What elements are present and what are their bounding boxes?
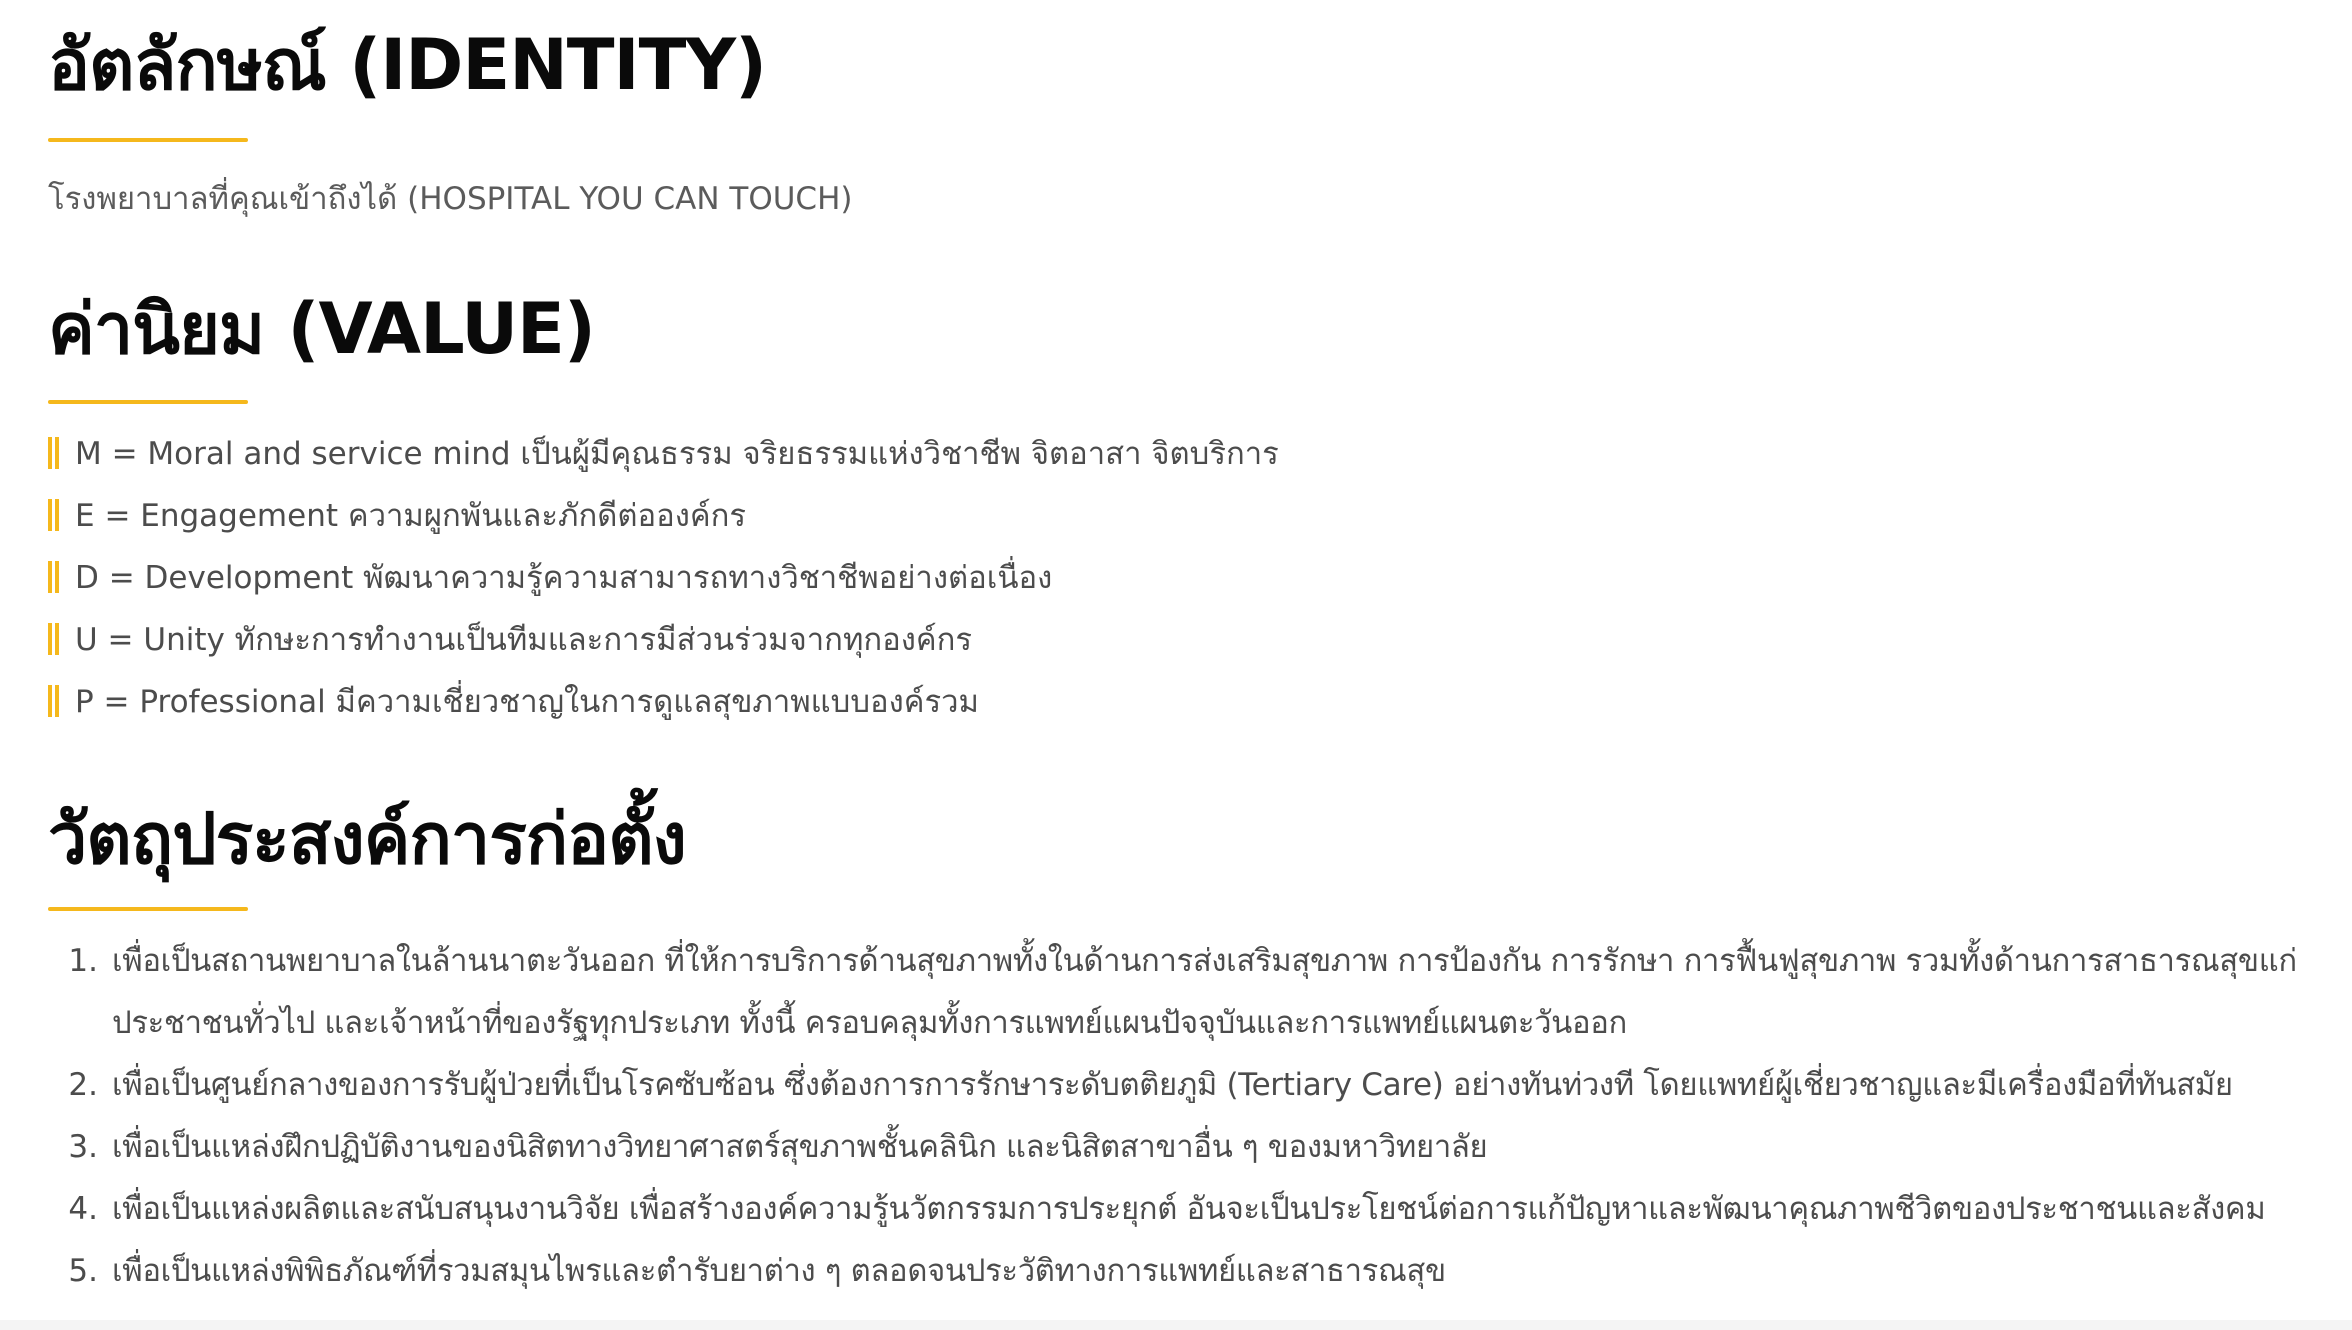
double-bar-icon xyxy=(48,685,59,717)
value-item-text: D = Development พัฒนาความรู้ความสามารถทางวิชาชีพอย่างต่อเนื่อง xyxy=(75,560,1053,596)
value-item-e xyxy=(48,484,1279,546)
objectives-underline xyxy=(48,907,248,911)
identity-underline xyxy=(48,138,248,142)
value-list xyxy=(48,422,1279,732)
double-bar-icon xyxy=(48,437,59,469)
objective-text: เพื่อเป็นสถานพยาบาลในล้านนาตะวันออก ที่ให้การบริการด้านสุขภาพทั้งในด้านการส่งเสริมสุขภาพ การป้องกัน การรักษา การฟื้นฟูสุขภาพ รวมทั้งด้านการสาธารณสุขแก่ประชาชนทั่วไป และเจ้าหน้าที่ของรัฐทุกประเภท ทั้งนี้ ครอบคลุมทั้งการแพทย์แผนปัจจุบันและการแพทย์แผนตะวันออก xyxy=(112,943,2297,1041)
objectives-title: วัตถุประสงค์การก่อตั้ง xyxy=(48,798,686,880)
double-bar-icon xyxy=(48,499,59,531)
value-underline xyxy=(48,400,248,404)
value-item-d xyxy=(48,546,1279,608)
objective-item-3 xyxy=(48,1116,2318,1178)
identity-title: อัตลักษณ์ (IDENTITY) xyxy=(48,24,766,106)
objective-number: 1. xyxy=(68,943,98,979)
value-item-text: E = Engagement ความผูกพันและภักดีต่อองค์กร xyxy=(75,498,747,534)
objective-item-4 xyxy=(48,1178,2318,1240)
objective-text: เพื่อเป็นศูนย์กลางของการรับผู้ป่วยที่เป็นโรคซับซ้อน ซึ่งต้องการการรักษาระดับตติยภูมิ (Tertiary Care) อย่างทันท่วงที โดยแพทย์ผู้เชี่ยวชาญและมีเครื่องมือที่ทันสมัย xyxy=(112,1067,2233,1103)
page-bottom-divider xyxy=(0,1320,2352,1330)
value-item-p xyxy=(48,670,1279,732)
objective-item-2 xyxy=(48,1054,2318,1116)
value-item-text: M = Moral and service mind เป็นผู้มีคุณธรรม จริยธรรมแห่งวิชาชีพ จิตอาสา จิตบริการ xyxy=(75,436,1279,472)
objective-text: เพื่อเป็นแหล่งพิพิธภัณฑ์ที่รวมสมุนไพรและตำรับยาต่าง ๆ ตลอดจนประวัติทางการแพทย์และสาธารณสุข xyxy=(112,1253,1446,1289)
objectives-list xyxy=(48,930,2318,1302)
objective-number: 3. xyxy=(68,1129,98,1165)
identity-text: โรงพยาบาลที่คุณเข้าถึงได้ (HOSPITAL YOU CAN TOUCH) xyxy=(48,181,853,217)
double-bar-icon xyxy=(48,623,59,655)
value-item-text: P = Professional มีความเชี่ยวชาญในการดูแลสุขภาพแบบองค์รวม xyxy=(75,684,979,720)
objective-number: 2. xyxy=(68,1067,98,1103)
objective-text: เพื่อเป็นแหล่งฝึกปฏิบัติงานของนิสิตทางวิทยาศาสตร์สุขภาพชั้นคลินิก และนิสิตสาขาอื่น ๆ ของมหาวิทยาลัย xyxy=(112,1129,1488,1165)
double-bar-icon xyxy=(48,561,59,593)
objective-item-5 xyxy=(48,1240,2318,1302)
objective-number: 4. xyxy=(68,1191,98,1227)
value-item-u xyxy=(48,608,1279,670)
value-title: ค่านิยม (VALUE) xyxy=(48,288,595,370)
objective-number: 5. xyxy=(68,1253,98,1289)
objective-item-1 xyxy=(48,930,2318,1054)
value-item-m xyxy=(48,422,1279,484)
objective-text: เพื่อเป็นแหล่งผลิตและสนับสนุนงานวิจัย เพื่อสร้างองค์ความรู้นวัตกรรมการประยุกต์ อันจะเป็นประโยชน์ต่อการแก้ปัญหาและพัฒนาคุณภาพชีวิตของประชาชนและสังคม xyxy=(112,1191,2266,1227)
value-item-text: U = Unity ทักษะการทำงานเป็นทีมและการมีส่วนร่วมจากทุกองค์กร xyxy=(75,622,973,658)
